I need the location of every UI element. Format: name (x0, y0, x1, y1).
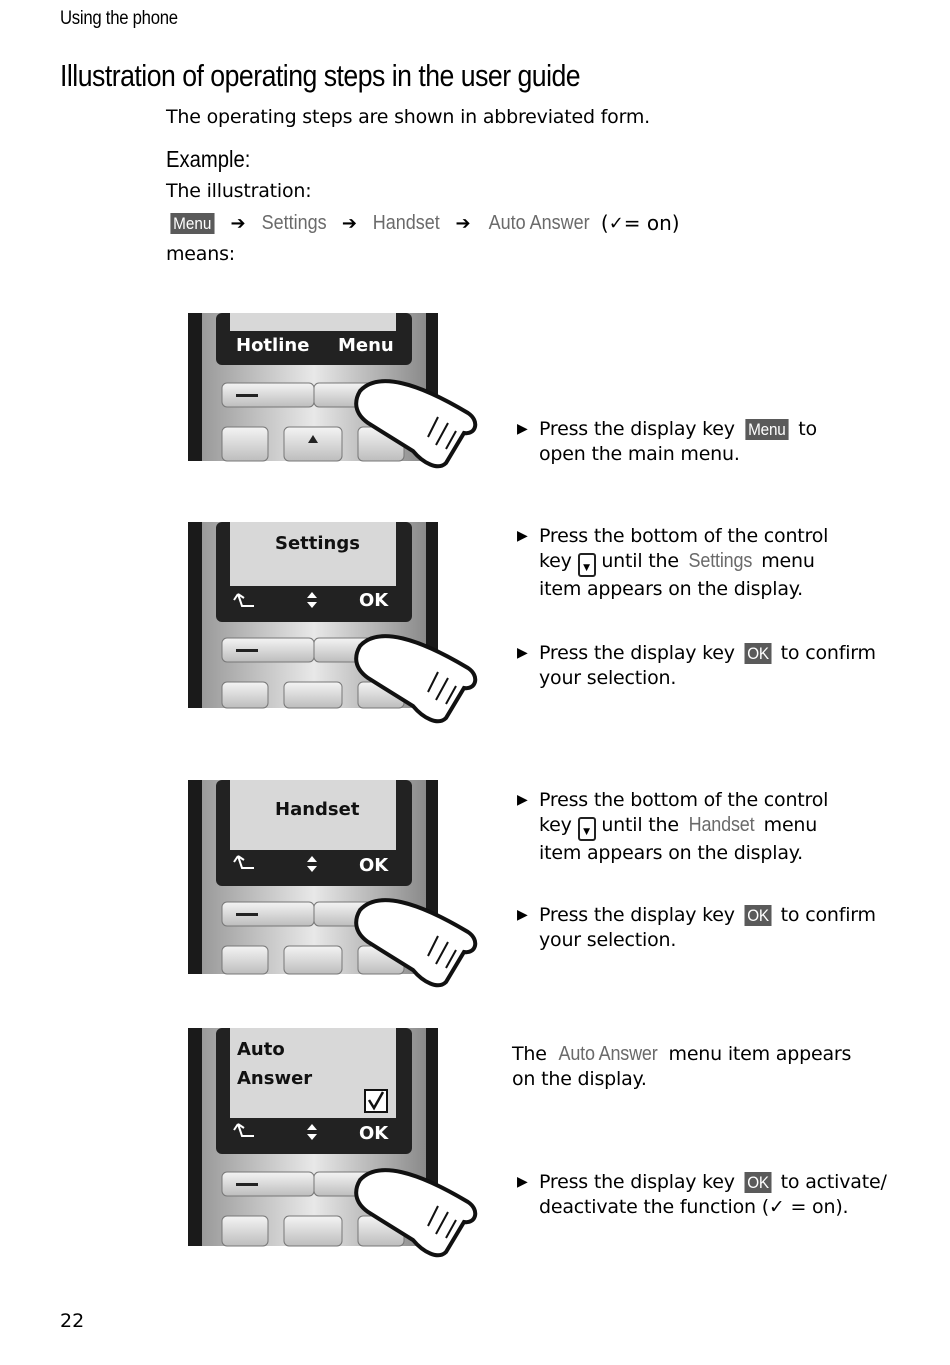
bullet-triangle-icon: ▶ (517, 792, 528, 808)
softkey-left-label: Hotline (236, 335, 310, 356)
step-open-menu: ▶ Press the display key Menu to open the main menu. (517, 418, 817, 465)
phone-illustration-3 (188, 780, 488, 996)
menu-path (166, 211, 680, 235)
example-heading: Example: (166, 146, 251, 172)
menu-key-badge: Menu (745, 419, 788, 440)
illustration-label: The illustration: (166, 180, 312, 202)
ok-key-badge: OK (744, 643, 771, 664)
step-select-handset: ▶ Press the bottom of the control key ▼ until the Handset menu item appears on the display. (517, 789, 829, 864)
phone-illustration-2 (188, 522, 488, 736)
step-select-settings: ▶ Press the bottom of the control key ▼ until the Settings menu item appears on the display. (517, 525, 829, 600)
note-auto-answer: The Auto Answer menu item appears on the display. (512, 1043, 852, 1090)
bullet-triangle-icon: ▶ (517, 528, 528, 544)
path-item-handset: Handset (372, 211, 440, 234)
softkey-right-label: Menu (338, 335, 394, 356)
intro-text: The operating steps are shown in abbreviated form. (166, 106, 651, 128)
arrow-right-icon: ➔ (230, 212, 246, 234)
menu-key-badge: Menu (170, 213, 214, 234)
bullet-triangle-icon: ▶ (517, 1174, 528, 1190)
phone-illustration-4 (188, 1028, 488, 1270)
means-label: means: (166, 243, 235, 265)
ok-key-badge: OK (744, 1172, 771, 1193)
screen-title: Settings (275, 533, 360, 554)
bullet-triangle-icon: ▶ (517, 421, 528, 437)
path-item-auto-answer: Auto Answer (488, 211, 590, 234)
step-confirm-handset: ▶ Press the display key OK to confirm your selection. (517, 904, 876, 951)
screen-title-line1: Auto (237, 1039, 285, 1060)
screen-title-line2: Answer (237, 1068, 313, 1089)
path-suffix-close: = on) (623, 211, 680, 235)
checkmark-icon: ✓ (768, 1196, 785, 1218)
checkmark-icon: ✓ (608, 212, 624, 234)
menu-item-name: Handset (688, 814, 755, 836)
page-number: 22 (60, 1310, 85, 1332)
running-header: Using the phone (60, 8, 178, 29)
control-key-down-icon: ▼ (578, 553, 596, 577)
menu-item-name: Settings (688, 550, 752, 572)
arrow-right-icon: ➔ (455, 212, 471, 234)
bullet-triangle-icon: ▶ (517, 907, 528, 923)
path-suffix-open: ( (600, 211, 609, 235)
softkey-ok-label: OK (359, 590, 389, 611)
step-confirm-settings: ▶ Press the display key OK to confirm your selection. (517, 642, 876, 689)
page-title: Illustration of operating steps in the user guide (60, 58, 581, 93)
softkey-ok-label: OK (359, 1123, 389, 1144)
step-activate-function: ▶ Press the display key OK to activate/ deactivate the function (✓ = on). (517, 1171, 887, 1218)
bullet-triangle-icon: ▶ (517, 645, 528, 661)
softkey-ok-label: OK (359, 855, 389, 876)
phone-illustration-1 (188, 313, 488, 477)
control-key-down-icon: ▼ (578, 817, 596, 841)
arrow-right-icon: ➔ (341, 212, 357, 234)
path-item-settings: Settings (261, 211, 327, 234)
screen-title: Handset (275, 799, 360, 820)
menu-item-name: Auto Answer (558, 1043, 658, 1065)
ok-key-badge: OK (744, 905, 771, 926)
